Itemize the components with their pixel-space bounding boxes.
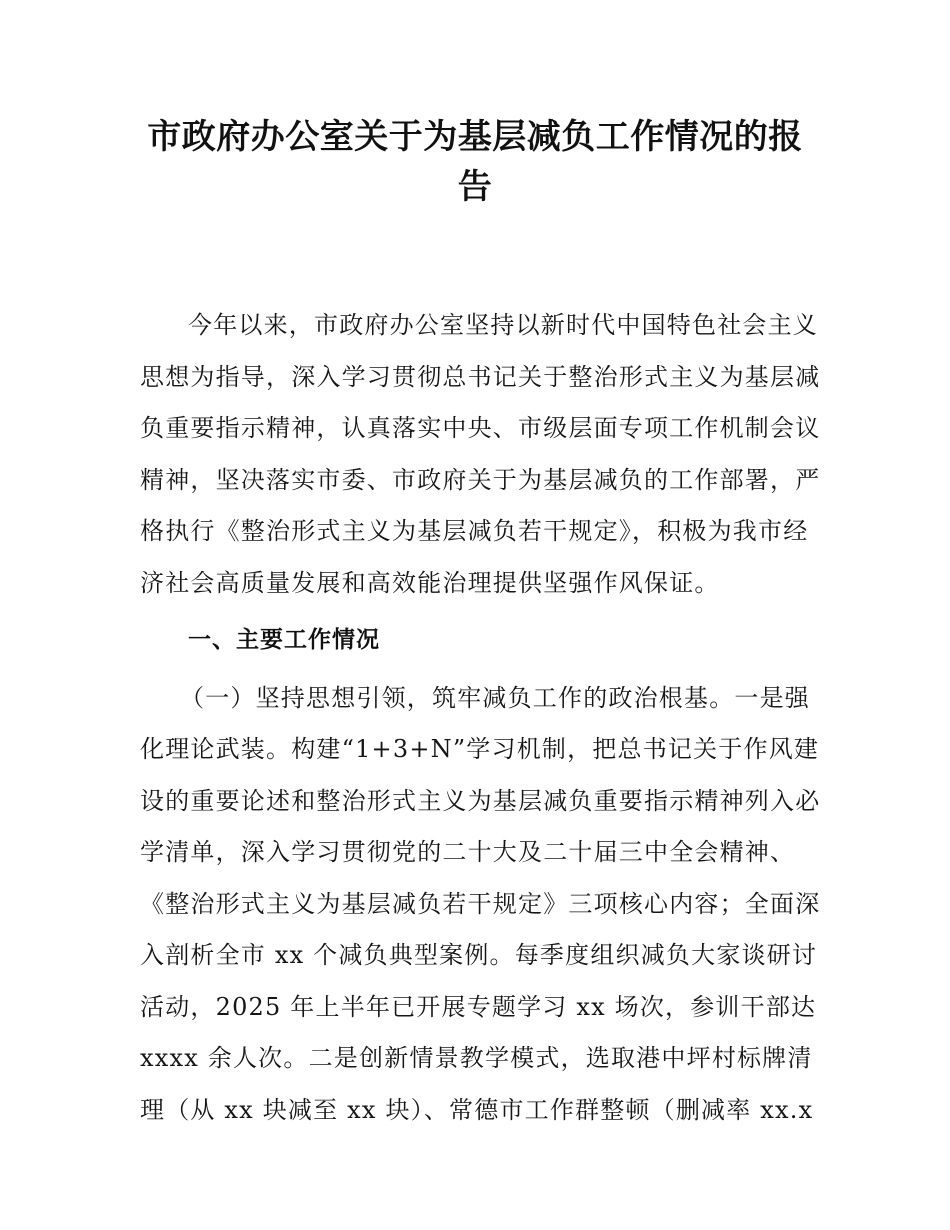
paragraph-line: 济社会高质量发展和高效能治理提供坚强作风保证。 [140, 568, 720, 597]
paragraph-line: 精神，坚决落实市委、市政府关于为基层减负的工作部署，严 [140, 465, 821, 494]
paragraph-line: 学清单，深入学习贯彻党的二十大及二十届三中全会精神、 [140, 838, 796, 866]
paragraph-line: 设的重要论述和整治形式主义为基层减负重要指示精神列入必 [140, 786, 821, 815]
paragraph-line: 《整治形式主义为基层减负若干规定》三项核心内容；全面深 [140, 889, 821, 918]
paragraph-line: 思想为指导，深入学习贯彻总书记关于整治形式主义为基层减 [140, 362, 821, 391]
paragraph-line: （一）坚持思想引领，筑牢减负工作的政治根基。一是强 [180, 683, 810, 712]
section-heading-text: 一、主要工作情况 [188, 627, 380, 653]
document-title [140, 112, 810, 212]
paragraph-line: 负重要指示精神，认真落实中央、市级层面专项工作机制会议 [140, 414, 821, 442]
section-heading [140, 615, 810, 667]
paragraph-line: 格执行《整治形式主义为基层减负若干规定》，积极为我市经 [140, 517, 809, 545]
section-paragraph [140, 673, 821, 1137]
document-body [140, 300, 821, 1136]
paragraph-line: 理（从 xx 块减至 xx 块）、常德市工作群整顿（删减率 xx.x [140, 1095, 814, 1124]
title-line-1: 市政府办公室关于为基层减负工作情况的报 [147, 117, 803, 157]
title-line-2: 告 [457, 167, 493, 207]
paragraph-line: 活动，2025 年上半年已开展专题学习 xx 场次，参训干部达 [140, 992, 817, 1021]
paragraph-line: 化理论武装。构建“1+3+N”学习机制，把总书记关于作风建 [140, 735, 820, 763]
paragraph-line: xxxx 余人次。二是创新情景教学模式，选取港中坪村标牌清 [140, 1044, 813, 1072]
paragraph-line: 入剖析全市 xx 个减负典型案例。每季度组织减负大家谈研讨 [140, 941, 818, 969]
paragraph-line: 今年以来，市政府办公室坚持以新时代中国特色社会主义 [188, 311, 818, 339]
intro-paragraph [140, 300, 821, 609]
